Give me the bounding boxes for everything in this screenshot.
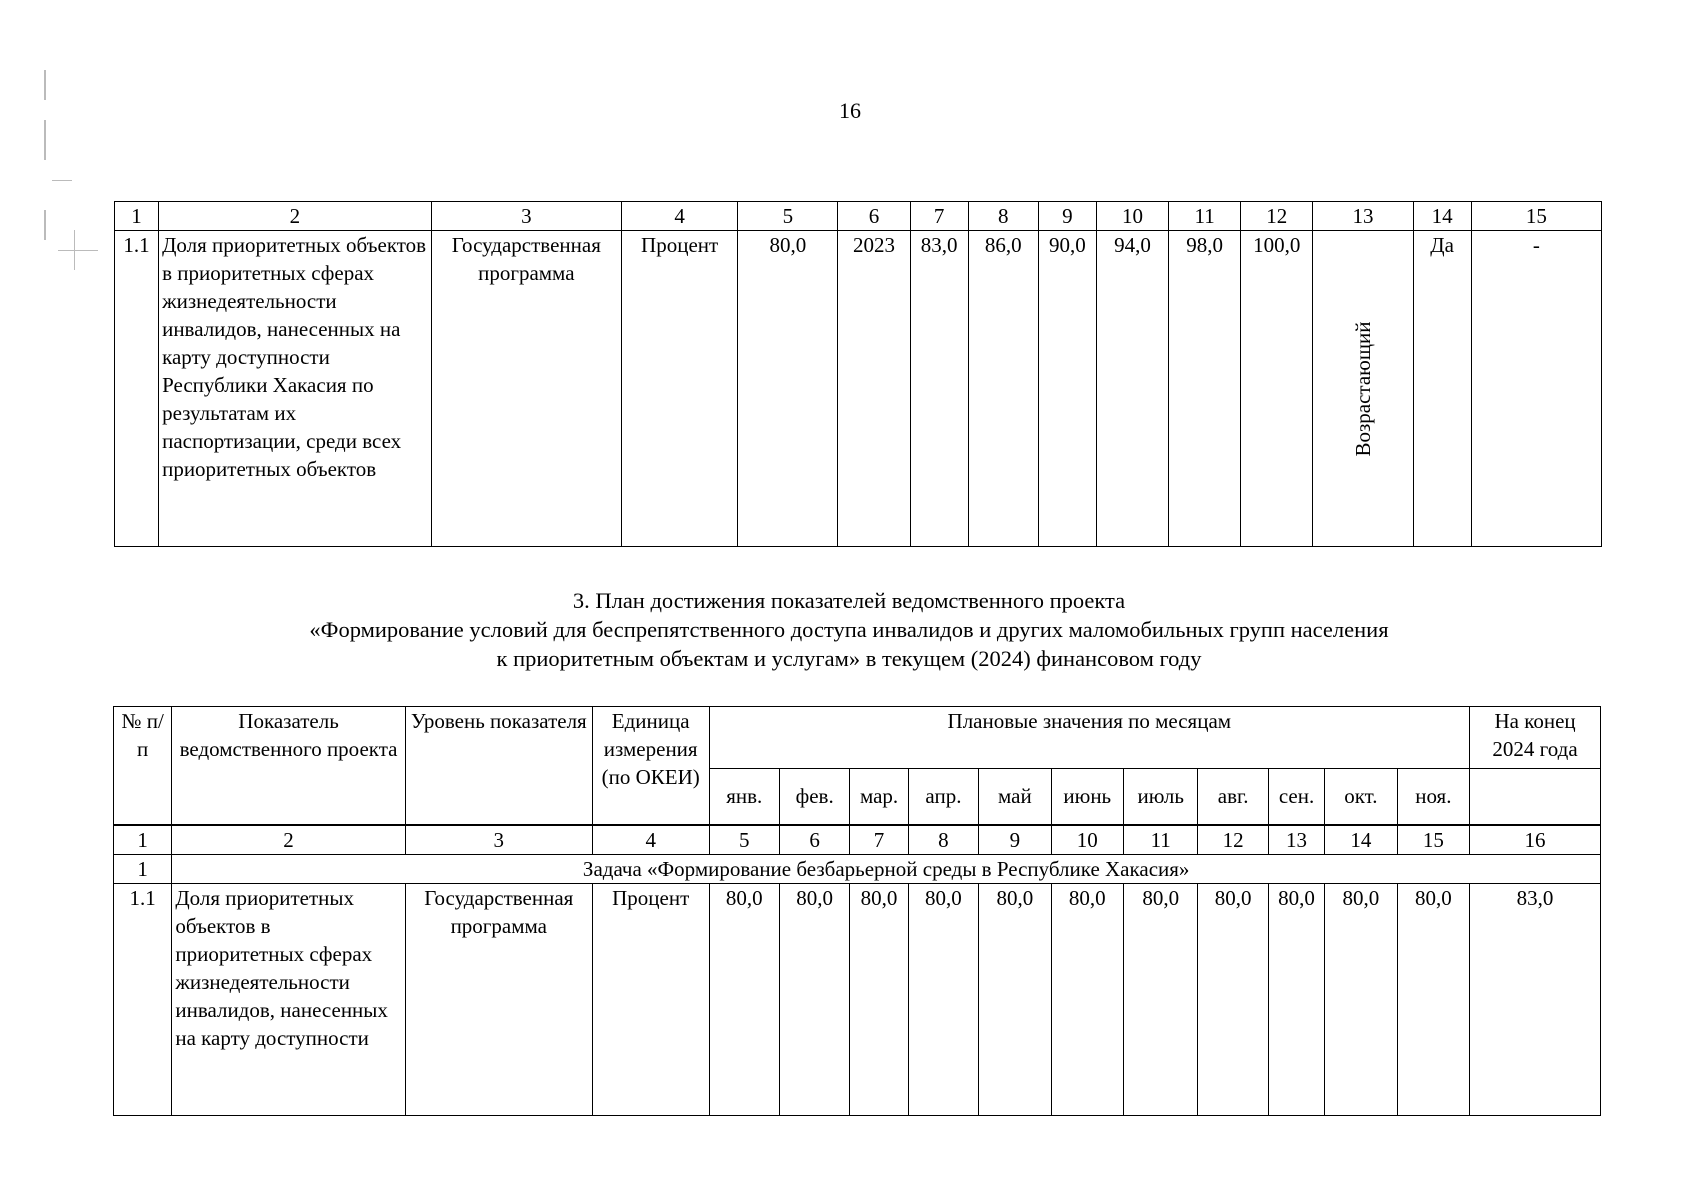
month-value: 80,0	[1051, 883, 1123, 1115]
extra-cell: -	[1471, 231, 1601, 547]
task-number: 1	[114, 854, 172, 883]
month-value: 80,0	[709, 883, 779, 1115]
page-number: 16	[839, 98, 861, 123]
index-cell: 10	[1051, 825, 1123, 855]
header-cell: 4	[622, 202, 738, 231]
col-months-group-header: Плановые значения по месяцам	[709, 707, 1470, 769]
month-header: янв.	[709, 769, 779, 825]
month-value: 80,0	[779, 883, 849, 1115]
unit: Процент	[592, 883, 709, 1115]
month-value: 80,0	[1123, 883, 1197, 1115]
table-header-row	[114, 707, 1601, 769]
indicator-level: Государственная программа	[431, 231, 621, 547]
month-header: май	[979, 769, 1051, 825]
base-year: 2023	[838, 231, 910, 547]
index-cell: 7	[850, 825, 908, 855]
table-header-row	[115, 202, 1602, 231]
header-cell: 13	[1313, 202, 1413, 231]
month-value: 80,0	[1198, 883, 1268, 1115]
indicator-name: Доля приоритетных объектов в приоритетных сферах жизнедеятельности инвалидов, нанесенных на карту доступности Республики Хакасия по результатам их паспортизации, среди всех приоритетных объектов	[159, 231, 432, 547]
task-label: Задача «Формирование безбарьерной среды в Республике Хакасия»	[172, 854, 1601, 883]
header-cell: 9	[1038, 202, 1096, 231]
value-cell: 100,0	[1241, 231, 1313, 547]
header-cell: 7	[910, 202, 968, 231]
table-row	[114, 883, 1601, 1115]
value-cell: 83,0	[910, 231, 968, 547]
month-header: фев.	[779, 769, 849, 825]
month-value: 80,0	[1397, 883, 1469, 1115]
month-header: июль	[1123, 769, 1197, 825]
row-number: 1.1	[115, 231, 159, 547]
month-header: ноя.	[1397, 769, 1469, 825]
month-value: 80,0	[979, 883, 1051, 1115]
month-value: 80,0	[850, 883, 908, 1115]
index-cell: 15	[1397, 825, 1469, 855]
header-cell: 2	[159, 202, 432, 231]
unit: Процент	[622, 231, 738, 547]
header-cell: 6	[838, 202, 910, 231]
index-cell: 11	[1123, 825, 1197, 855]
value-cell: 90,0	[1038, 231, 1096, 547]
col-level-header: Уровень показателя	[405, 707, 592, 825]
index-cell: 16	[1470, 825, 1601, 855]
month-header: сен.	[1268, 769, 1324, 825]
index-row	[114, 825, 1601, 855]
index-cell: 8	[908, 825, 978, 855]
table-row	[115, 231, 1602, 547]
col-number-header: № п/п	[114, 707, 172, 825]
base-value: 80,0	[738, 231, 838, 547]
trend-label: Возрастающий	[1350, 320, 1375, 457]
month-header: окт.	[1325, 769, 1397, 825]
trend-cell	[1313, 231, 1413, 547]
section-heading-line1: 3. План достижения показателей ведомственного проекта	[572, 588, 1126, 613]
month-value: 80,0	[908, 883, 978, 1115]
col-unit-header: Единица измерения (по ОКЕИ)	[592, 707, 709, 825]
col-end-header: На конец 2024 года	[1470, 707, 1601, 769]
value-cell: 94,0	[1096, 231, 1168, 547]
header-cell: 12	[1241, 202, 1313, 231]
header-cell: 1	[115, 202, 159, 231]
scan-margin-marks	[44, 70, 114, 290]
index-cell: 4	[592, 825, 709, 855]
month-header: авг.	[1198, 769, 1268, 825]
header-cell: 8	[968, 202, 1038, 231]
index-cell: 9	[979, 825, 1051, 855]
end-value: 83,0	[1470, 883, 1601, 1115]
index-cell: 14	[1325, 825, 1397, 855]
index-cell: 3	[405, 825, 592, 855]
header-cell: 5	[738, 202, 838, 231]
indicators-table	[114, 201, 1602, 547]
section-heading-line2: «Формирование условий для беспрепятственного доступа инвалидов и других маломобильных групп населения	[309, 617, 1389, 642]
month-header: апр.	[908, 769, 978, 825]
flag-cell: Да	[1413, 231, 1471, 547]
header-cell: 10	[1096, 202, 1168, 231]
month-value: 80,0	[1268, 883, 1324, 1115]
month-header: мар.	[850, 769, 908, 825]
value-cell: 86,0	[968, 231, 1038, 547]
indicator-name: Доля приоритетных объектов в приоритетных сферах жизнедеятельности инвалидов, нанесенных на карту доступности	[172, 883, 405, 1115]
col-indicator-header: Показатель ведомственного проекта	[172, 707, 405, 825]
index-cell: 12	[1198, 825, 1268, 855]
header-cell: 3	[431, 202, 621, 231]
month-value: 80,0	[1325, 883, 1397, 1115]
header-cell: 15	[1471, 202, 1601, 231]
end-subheader-empty	[1470, 769, 1601, 825]
row-number: 1.1	[114, 883, 172, 1115]
task-row	[114, 854, 1601, 883]
indicator-level: Государственная программа	[405, 883, 592, 1115]
index-cell: 5	[709, 825, 779, 855]
index-cell: 6	[779, 825, 849, 855]
section-heading-line3: к приоритетным объектам и услугам» в текущем (2024) финансовом году	[496, 646, 1202, 671]
header-cell: 11	[1169, 202, 1241, 231]
index-cell: 2	[172, 825, 405, 855]
header-cell: 14	[1413, 202, 1471, 231]
index-cell: 13	[1268, 825, 1324, 855]
index-cell: 1	[114, 825, 172, 855]
month-header: июнь	[1051, 769, 1123, 825]
value-cell: 98,0	[1169, 231, 1241, 547]
monthly-plan-table	[113, 706, 1601, 1116]
